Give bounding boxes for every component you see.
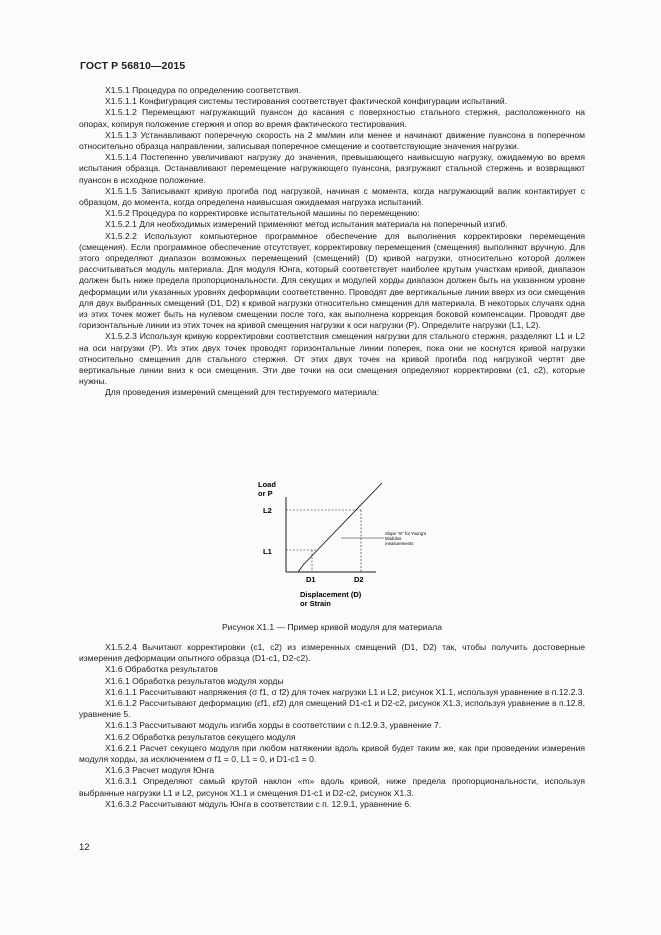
tick-label-d2: D2 <box>354 575 364 584</box>
slope-annotation: Slope "m" for Young's <box>385 531 427 536</box>
paragraph: X1.6.2.1 Расчет секущего модуля при любом натяжении вдоль кривой будет таким же, как при проведении измерения модуля хорды, за исключением σ f1 = 0, L1 = 0, и D1-c1 = 0. <box>79 742 585 765</box>
modulus-curve-figure <box>236 469 470 614</box>
y-axis-label: Load <box>258 480 276 489</box>
paragraph: X1.5.2.4 Вычитают корректировки (с1, с2) из измеренных смещений (D1, D2) так, чтобы получить достоверные измерения деформации опытного образца (D1-c1, D2-c2). <box>79 642 585 664</box>
paragraph: X1.6.1.1 Рассчитывают напряжения (σ f1, σ f2) для точек нагрузки L1 и L2, рисунок X1.1, используя уравнение в п.12.2.3. <box>105 686 585 697</box>
slope-annotation: measurements <box>385 541 414 546</box>
tick-label-l2: L2 <box>263 506 272 515</box>
x-axis-label: or Strain <box>300 599 331 608</box>
figure-caption: Рисунок X1.1 — Пример кривой модуля для материала <box>221 622 443 632</box>
document-header: ГОСТ Р 56810—2015 <box>80 60 186 72</box>
paragraph: X1.6.3 Расчет модуля Юнга <box>105 765 215 776</box>
paragraph: X1.5.2 Процедура по корректировке испытательной машины по перемещению: <box>105 208 420 219</box>
paragraph: X1.5.1.2 Перемещают нагружающий пуансон до касания с поверхностью стального стержня, расположенного на опорах, копируя положение стержня и опор во время фактического тестирования. <box>79 107 585 129</box>
paragraph: X1.5.1.5 Записывают кривую прогиба под нагрузкой, начиная с момента, когда нагружающий валик контактирует с образцом, до момента, когда определена наивысшая ожидаемая нагрузка испытаний. <box>79 185 585 208</box>
body-text-top <box>79 85 585 399</box>
paragraph: X1.6.1.2 Рассчитывают деформацию (εf1, εf2) для смещений D1-c1 и D2-c2, рисунок X1.3, используя уравнение в п.12.8, уравнение 5. <box>79 698 585 720</box>
y-axis-label: or P <box>258 489 273 498</box>
paragraph: X1.6.3.1 Определяют самый крутой наклон «m» вдоль кривой, ниже предела пропорциональности, используя выбранные нагрузки L1 и L2, рисунок X1.1 и смещения D1-c1 и D2-c2, рисунок X1.3. <box>79 776 585 798</box>
paragraph: X1.5.2.3 Используя кривую корректировки соответствия смещения нагрузки для стального стержня, разделяют L1 и L2 на оси нагрузки (P). Из этих двух точек проводят горизонтальные линии поперек, пока они не коснутся кривой нагрузки относительно смещения для стального стержня. От этих двух точек на кривой прогиба под нагрузкой чертят две вертикальные линии вниз к оси смещения. Эти две точки на оси смещения определяют корректировки (с1, с2), которые нужны. <box>79 331 585 387</box>
load-curve <box>286 483 382 572</box>
paragraph: X1.5.1.4 Постепенно увеличивают нагрузку до значения, превышающего наивысшую нагрузку, ожидаемую во время испытания образца. Останавливают перемещение нагружающего пуансона, разгружают стальной стержень и возвращают пуансон в исходное положение. <box>79 152 585 185</box>
paragraph: X1.6.2 Обработка результатов секущего модуля <box>105 731 296 742</box>
page-number: 12 <box>79 842 90 853</box>
paragraph: X1.5.2.2 Используют компьютерное программное обеспечение для выполнения корректировки перемещения (смещения). Если программное обеспечение отсутствует, корректировку перемещения (смещения) выполняют вручную. Для этого определяют диапазон возможных перемещений (смещений) (D) кривой нагрузки, относительно которой должен рассчитываться модуль материала. Для модуля Юнга, который соответствует наиболее крутым участкам кривой, диапазон должен быть ниже предела пропорциональности. Для секущих и модулей хорды диапазон должен быть на указанном уровне деформации или указанных уровнях деформации соответственно. Проводят две вертикальные линии вверх из оси смещения для двух выбранных смещений (D1, D2) к кривой нагрузки относительно смещения для материала. В некоторых случаях одна из этих точек может быть на нулевом смещении после того, как выполнена коррекция боковой компенсации. Проводят две горизонтальные линии из этих точек на кривой смещения нагрузки к оси нагрузки (P). Определите нагрузки (L1, L2). <box>79 230 585 331</box>
paragraph: X1.5.1 Процедура по определению соответствия. <box>105 85 301 95</box>
paragraph: X1.6.3.2 Рассчитывают модуль Юнга в соответствии с п. 12.9.1, уравнение 6. <box>105 798 412 809</box>
slope-annotation: Modulus <box>385 536 402 541</box>
tick-label-d1: D1 <box>306 575 316 584</box>
paragraph: X1.6 Обработка результатов <box>105 664 218 675</box>
paragraph: X1.6.1.3 Рассчитывают модуль изгиба хорды в соответствии с п.12.9.3, уравнение 7. <box>105 720 442 731</box>
paragraph: X1.5.1.1 Конфигурация системы тестирования соответствует фактической конфигурации испытаний. <box>105 96 508 107</box>
paragraph: X1.6.1 Обработка результатов модуля хорды <box>105 675 284 686</box>
paragraph: Для проведения измерений смещений для тестируемого материала: <box>105 387 380 398</box>
body-text-bottom <box>79 642 585 810</box>
x-axis-label: Displacement (D) <box>300 590 362 599</box>
tick-label-l1: L1 <box>263 547 272 556</box>
paragraph: X1.5.1.3 Устанавливают поперечную скорость на 2 мм/мин или менее и начинают движение пуансона в поперечном относительно образца направлении, записывая поперечное смещение и соответствующие значения нагрузки. <box>79 129 585 152</box>
paragraph: X1.5.2.1 Для необходимых измерений применяют метод испытания материала на поперечный изгиб. <box>105 219 508 230</box>
